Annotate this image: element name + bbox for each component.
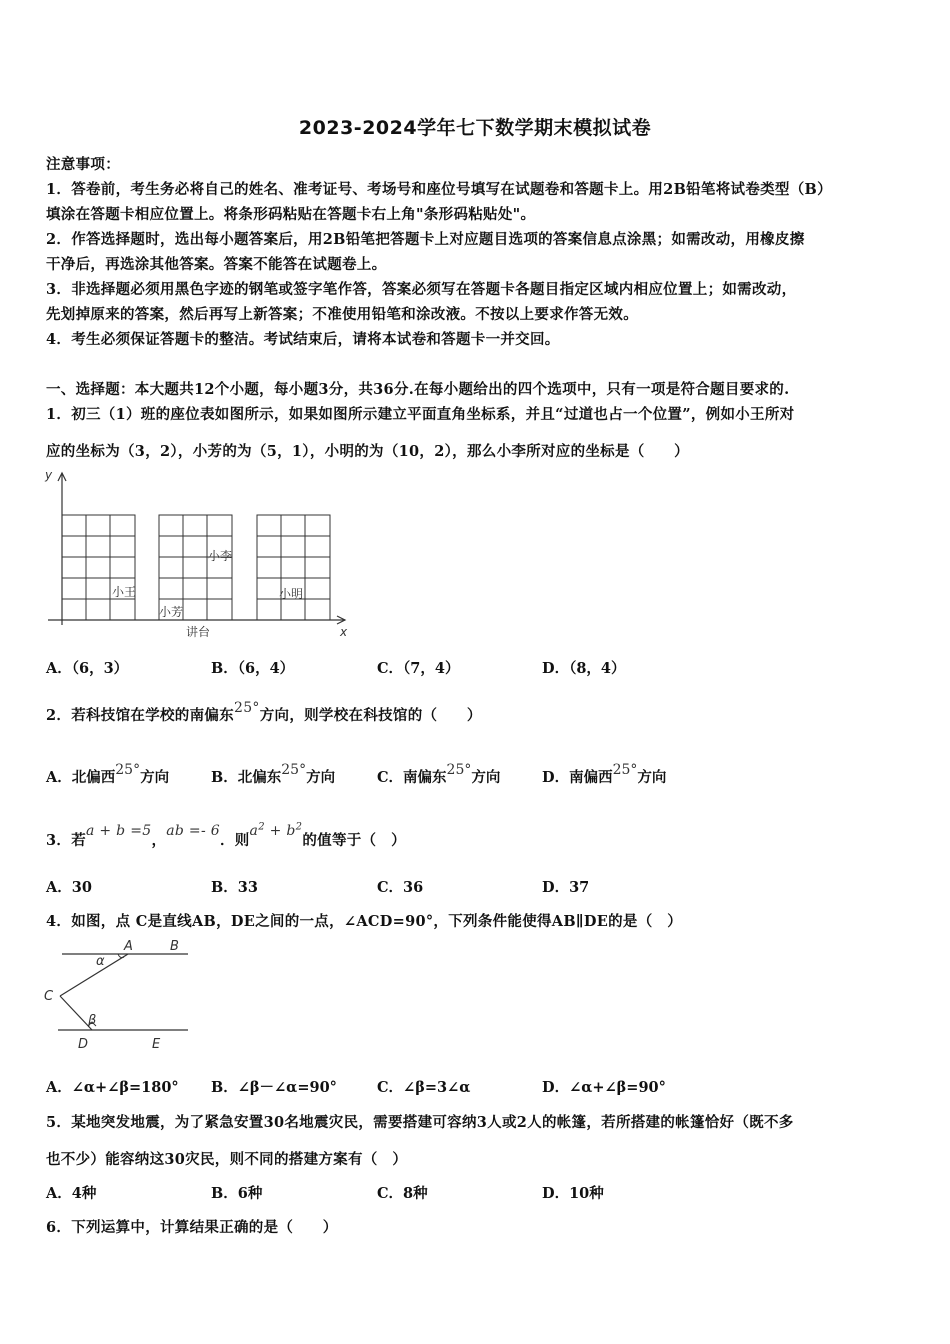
option-d[interactable]: D．南偏西25°方向 (542, 762, 667, 786)
option-a[interactable]: A．4种 (46, 1185, 97, 1202)
option-b[interactable]: B．∠β－∠α=90° (211, 1079, 337, 1096)
parallel-lines-figure (40, 932, 200, 1057)
label-b: B (170, 939, 179, 954)
option-a[interactable]: A．∠α+∠β=180° (46, 1079, 179, 1096)
page-title: 2023-2024学年七下数学期末模拟试卷 (298, 117, 652, 139)
notice-line: 2．作答选择题时，选出每小题答案后，用2B铅笔把答题卡上对应题目选项的答案信息点涂黑；如需改动，用橡皮擦 (46, 231, 805, 248)
notice-line: 3．非选择题必须用黑色字迹的钢笔或签字笔作答，答案必须写在答题卡各题目指定区域内相应位置上；如需改动， (46, 281, 797, 298)
option-c[interactable]: C．南偏东25°方向 (377, 762, 501, 786)
seating-chart-figure (40, 465, 370, 645)
label-d: D (78, 1037, 89, 1052)
label-c: C (44, 989, 54, 1004)
label-podium: 讲台 (186, 625, 211, 639)
question-4-text: 4．如图，点 C是直线AB，DE之间的一点，∠ACD=90°，下列条件能使得AB∥DE的是（ ） (46, 913, 683, 930)
option-d[interactable]: D．37 (542, 879, 590, 896)
notice-heading: 注意事项： (46, 156, 120, 173)
question-3-text: 3．若a + b =5，ab =- 6．则$a^2 + b^2$的值等于（ ） (46, 821, 406, 849)
option-c[interactable]: C．（7，4） (377, 660, 460, 677)
option-d[interactable]: D．（8，4） (542, 660, 626, 677)
label-xiaofang: 小芳 (159, 605, 184, 619)
label-alpha: α (96, 954, 105, 969)
option-b[interactable]: B．33 (211, 879, 258, 896)
notice-line: 4．考生必须保证答题卡的整洁。考试结束后，请将本试卷和答题卡一并交回。 (46, 331, 560, 348)
option-a[interactable]: A．（6，3） (46, 660, 129, 677)
segment-ac (60, 954, 128, 996)
option-a[interactable]: A．30 (46, 879, 92, 896)
option-c[interactable]: C．∠β=3∠α (377, 1079, 471, 1096)
option-d[interactable]: D．∠α+∠β=90° (542, 1079, 666, 1096)
option-b[interactable]: B．（6，4） (211, 660, 295, 677)
seat-block-right (257, 515, 330, 620)
question-2-text: 2．若科技馆在学校的南偏东25°方向，则学校在科技馆的（ ） (46, 700, 482, 724)
notice-line: 1．答卷前，考生务必将自己的姓名、准考证号、考场号和座位号填写在试题卷和答题卡上。用2B铅笔将试卷类型（B） (46, 181, 832, 198)
notice-line: 干净后，再选涂其他答案。答案不能答在试题卷上。 (46, 256, 387, 273)
question-1-text: 1．初三（1）班的座位表如图所示，如果如图所示建立平面直角坐标系，并且“过道也占一个位置”，例如小王所对 (46, 406, 795, 423)
label-xiaowang: 小王 (112, 585, 137, 599)
y-axis-label: y (45, 468, 53, 482)
label-xiaoming: 小明 (279, 587, 304, 601)
label-a: A (124, 939, 133, 954)
question-1-text: 应的坐标为（3，2），小芳的为（5，1），小明的为（10，2），那么小李所对应的坐标是（ ） (46, 443, 689, 460)
notice-line: 先划掉原来的答案，然后再写上新答案；不准使用铅笔和涂改液。不按以上要求作答无效。 (46, 306, 638, 323)
seat-block-left (62, 515, 135, 620)
section-heading: 一、选择题：本大题共12个小题，每小题3分，共36分.在每小题给出的四个选项中，只有一项是符合题目要求的. (46, 381, 790, 398)
option-b[interactable]: B．北偏东25°方向 (211, 762, 336, 786)
question-5-text: 也不少）能容纳这30灾民，则不同的搭建方案有（ ） (46, 1151, 408, 1168)
label-xiaoli: 小李 (208, 549, 233, 563)
x-axis-label: x (340, 625, 348, 639)
question-6-text: 6．下列运算中，计算结果正确的是（ ） (46, 1219, 338, 1236)
option-a[interactable]: A．北偏西25°方向 (46, 762, 170, 786)
option-c[interactable]: C．8种 (377, 1185, 428, 1202)
label-e: E (152, 1037, 161, 1052)
option-c[interactable]: C．36 (377, 879, 424, 896)
option-b[interactable]: B．6种 (211, 1185, 263, 1202)
notice-line: 填涂在答题卡相应位置上。将条形码粘贴在答题卡右上角"条形码粘贴处"。 (46, 206, 536, 223)
question-5-text: 5．某地突发地震，为了紧急安置30名地震灾民，需要搭建可容纳3人或2人的帐篷，若所搭建的帐篷恰好（既不多 (46, 1114, 794, 1131)
label-beta: β (88, 1013, 97, 1028)
option-d[interactable]: D．10种 (542, 1185, 604, 1202)
